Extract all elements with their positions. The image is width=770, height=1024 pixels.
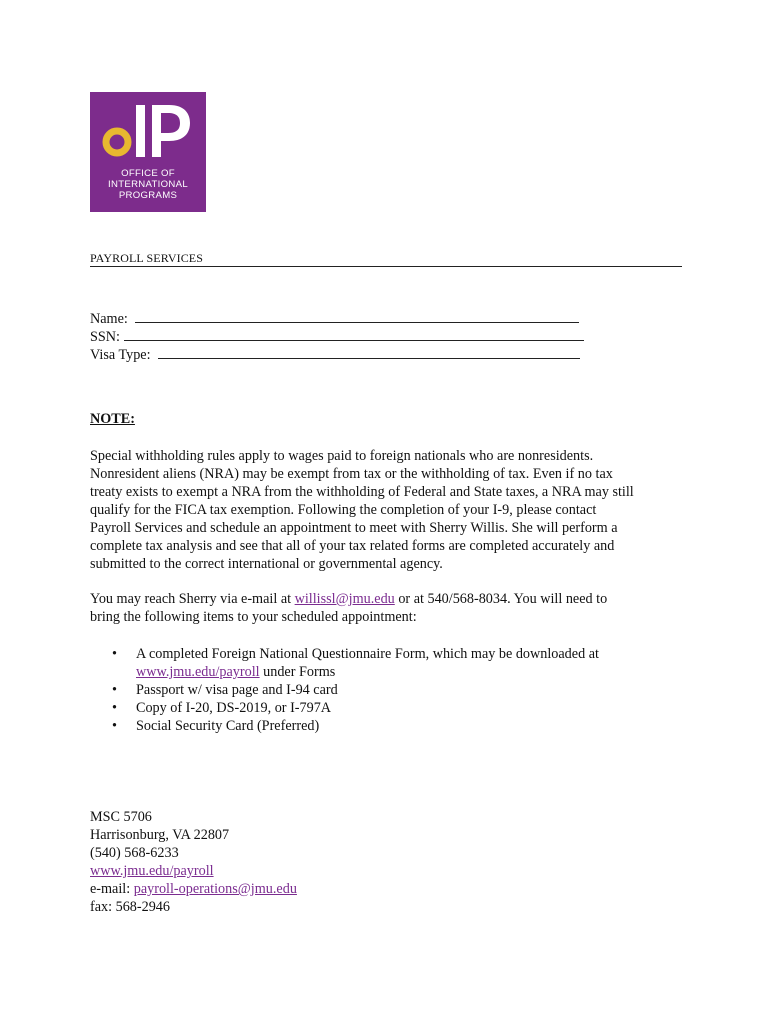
mail-stop: MSC 5706 [90, 809, 152, 825]
ssn-field [90, 327, 584, 345]
paragraph-line: complete tax analysis and see that all of your tax related forms are completed accurately and [90, 538, 615, 554]
payroll-email-link[interactable]: payroll-operations@jmu.edu [133, 881, 297, 897]
section-title: PAYROLL SERVICES [90, 251, 204, 265]
phone-number: (540) 568-6233 [90, 845, 179, 861]
website-line [90, 862, 297, 880]
paragraph-line: treaty exists to exempt a NRA from the withholding of Federal and State taxes, a NRA may still [90, 484, 634, 500]
fax-number: fax: 568-2946 [90, 899, 170, 915]
name-field [90, 309, 579, 327]
website-link[interactable]: www.jmu.edu/payroll [90, 863, 214, 879]
office-of-international-programs-logo [90, 92, 206, 212]
visa-type-field [90, 345, 580, 363]
payroll-forms-link[interactable]: www.jmu.edu/payroll [136, 664, 260, 680]
paragraph-line: Nonresident aliens (NRA) may be exempt from tax or the withholding of tax. Even if no tax [90, 466, 613, 482]
section-divider [90, 266, 682, 267]
email-line [90, 880, 297, 898]
item-text: Copy of I-20, DS-2019, or I-797A [136, 700, 332, 716]
paragraph-text: You may reach Sherry via e-mail at [90, 591, 295, 607]
list-item [90, 699, 690, 717]
list-item [90, 681, 690, 699]
ssn-label: SSN: [90, 329, 120, 345]
bullet-icon: • [112, 718, 117, 734]
name-label: Name: [90, 311, 128, 327]
sherry-email-link[interactable]: willissl@jmu.edu [294, 591, 395, 607]
paragraph-line: bring the following items to your scheduled appointment: [90, 609, 417, 625]
contact-sherry-paragraph [90, 590, 690, 626]
paragraph-line: qualify for the FICA tax exemption. Following the completion of your I-9, please contact [90, 502, 597, 518]
logo-line: OFFICE OF [121, 168, 175, 179]
ssn-blank-line[interactable] [124, 327, 584, 341]
note-paragraph [90, 447, 690, 573]
list-item [90, 717, 690, 735]
bullet-icon: • [112, 646, 117, 662]
paragraph-line: Payroll Services and schedule an appointment to meet with Sherry Willis. She will perform a [90, 520, 618, 536]
paragraph-line: submitted to the correct international or governmental agency. [90, 556, 443, 572]
item-text: under Forms [259, 664, 336, 680]
name-blank-line[interactable] [135, 309, 579, 323]
bullet-icon: • [112, 700, 117, 716]
logo-line: PROGRAMS [118, 190, 178, 201]
bullet-icon: • [112, 682, 117, 698]
item-text: Passport w/ visa page and I-94 card [136, 682, 338, 698]
contact-block [90, 808, 297, 916]
paragraph-line [90, 590, 690, 608]
required-items-list [90, 645, 690, 735]
logo-caption [90, 168, 206, 201]
item-text: A completed Foreign National Questionnaire Form, which may be downloaded at [136, 646, 599, 662]
paragraph-text: or at 540/568-8034. You will need to [394, 591, 608, 607]
note-heading: NOTE: [90, 411, 135, 427]
email-label: e-mail: [90, 881, 134, 897]
visa-type-label: Visa Type: [90, 347, 151, 363]
visa-type-blank-line[interactable] [158, 345, 580, 359]
list-item [90, 645, 690, 681]
item-text: Social Security Card (Preferred) [136, 718, 320, 734]
logo-line: INTERNATIONAL [108, 179, 188, 190]
city-state-zip: Harrisonburg, VA 22807 [90, 827, 230, 843]
paragraph-line: Special withholding rules apply to wages paid to foreign nationals who are nonresidents. [90, 448, 594, 464]
